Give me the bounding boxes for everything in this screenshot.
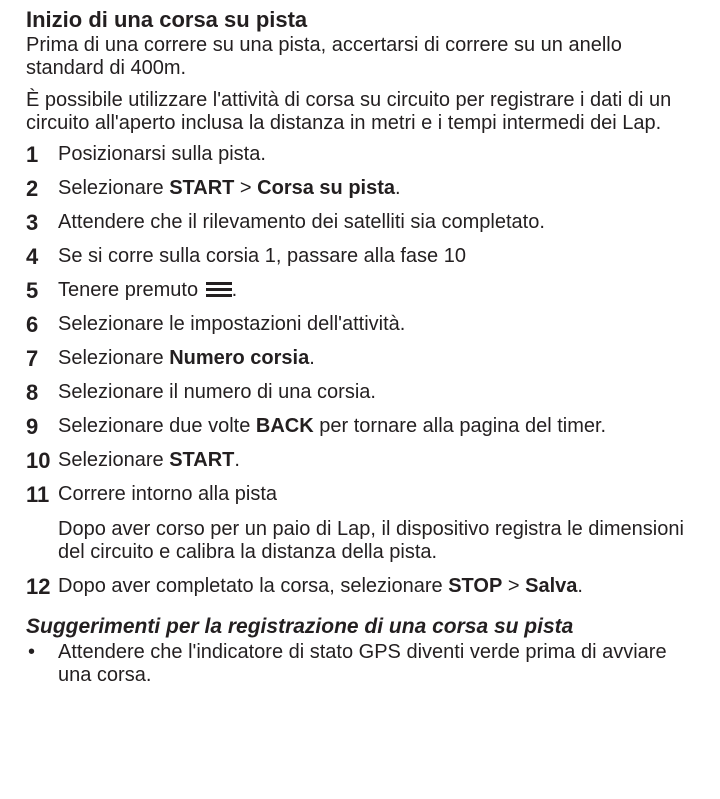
ui-label-back: BACK xyxy=(255,415,314,437)
step-number: 10 xyxy=(26,448,51,473)
step-text: Posizionarsi sulla pista. xyxy=(58,143,266,165)
ui-label-start: START xyxy=(169,177,235,199)
step-text-part: . xyxy=(395,177,401,199)
ui-label-save: Salva xyxy=(525,575,578,597)
step-text-part: > xyxy=(502,575,526,597)
step-text: Selezionare il numero di una corsia. xyxy=(58,381,376,403)
step-item xyxy=(26,381,696,404)
intro-paragraph: È possibile utilizzare l'attività di corsa su circuito per registrare i dati di un circuito all'aperto inclusa la distanza in metri e i tempi intermedi dei Lap. xyxy=(26,89,672,134)
step-number: 3 xyxy=(26,210,39,235)
step-number: 8 xyxy=(26,380,39,405)
step-number: 12 xyxy=(26,574,51,599)
step-number: 1 xyxy=(26,142,39,167)
step-text xyxy=(58,483,696,564)
step-note: Dopo aver corso per un paio di Lap, il dispositivo registra le dimensioni del circuito e calibra la distanza della pista. xyxy=(58,518,684,563)
step-item xyxy=(26,449,696,472)
step-item xyxy=(26,415,696,438)
step-text-part: Selezionare due volte xyxy=(58,415,256,437)
ui-label-lane-number: Numero corsia xyxy=(169,347,310,369)
step-text-part: per tornare alla pagina del timer. xyxy=(313,415,607,437)
ui-label-stop: STOP xyxy=(448,575,503,597)
step-text xyxy=(58,177,696,200)
step-text-part: Tenere premuto xyxy=(58,279,204,301)
tips-title: Suggerimenti per la registrazione di una corsa su pista xyxy=(26,615,574,638)
step-text-part: Selezionare xyxy=(58,177,170,199)
step-text xyxy=(58,415,696,438)
step-text xyxy=(58,449,696,472)
step-text: Attendere che il rilevamento dei satelliti sia completato. xyxy=(58,211,545,233)
step-item xyxy=(26,177,696,200)
bullet-icon: • xyxy=(28,641,36,663)
step-text xyxy=(58,279,696,302)
step-item xyxy=(26,143,696,166)
step-text-part: Selezionare xyxy=(58,449,170,471)
step-text-part: Dopo aver completato la corsa, selezionare xyxy=(58,575,449,597)
step-number: 2 xyxy=(26,176,39,201)
step-text-part: . xyxy=(231,279,238,301)
menu-icon xyxy=(206,280,232,298)
step-text-part: . xyxy=(234,449,240,471)
steps-list xyxy=(26,143,696,598)
step-number: 11 xyxy=(26,482,50,507)
step-item xyxy=(26,211,696,234)
step-number: 7 xyxy=(26,346,39,371)
intro-paragraph: Prima di una correre su una pista, accertarsi di correre su un anello standard di 400m. xyxy=(26,34,622,79)
step-item xyxy=(26,313,696,336)
step-item xyxy=(26,245,696,268)
step-item xyxy=(26,483,696,564)
ui-label-start: START xyxy=(169,449,235,471)
ui-label-track-run: Corsa su pista xyxy=(257,177,395,199)
step-number: 6 xyxy=(26,312,39,337)
step-text-part: Selezionare xyxy=(58,347,170,369)
step-text-part: > xyxy=(234,177,258,199)
step-text-part: . xyxy=(577,575,583,597)
section-title: Inizio di una corsa su pista xyxy=(26,7,308,32)
step-item xyxy=(26,279,696,302)
tip-text: Attendere che l'indicatore di stato GPS diventi verde prima di avviare una corsa. xyxy=(58,641,667,686)
step-text-part: Correre intorno alla pista xyxy=(58,483,277,505)
step-item xyxy=(26,575,696,598)
step-text xyxy=(58,347,696,370)
step-number: 5 xyxy=(26,278,39,303)
step-number: 4 xyxy=(26,244,39,269)
step-item xyxy=(26,347,696,370)
step-text-part: . xyxy=(309,347,315,369)
tip-item xyxy=(26,641,696,687)
step-number: 9 xyxy=(26,414,39,439)
step-text: Selezionare le impostazioni dell'attività. xyxy=(58,313,406,335)
tips-list xyxy=(26,641,696,687)
step-text xyxy=(58,575,696,598)
step-text: Se si corre sulla corsia 1, passare alla fase 10 xyxy=(58,245,466,267)
